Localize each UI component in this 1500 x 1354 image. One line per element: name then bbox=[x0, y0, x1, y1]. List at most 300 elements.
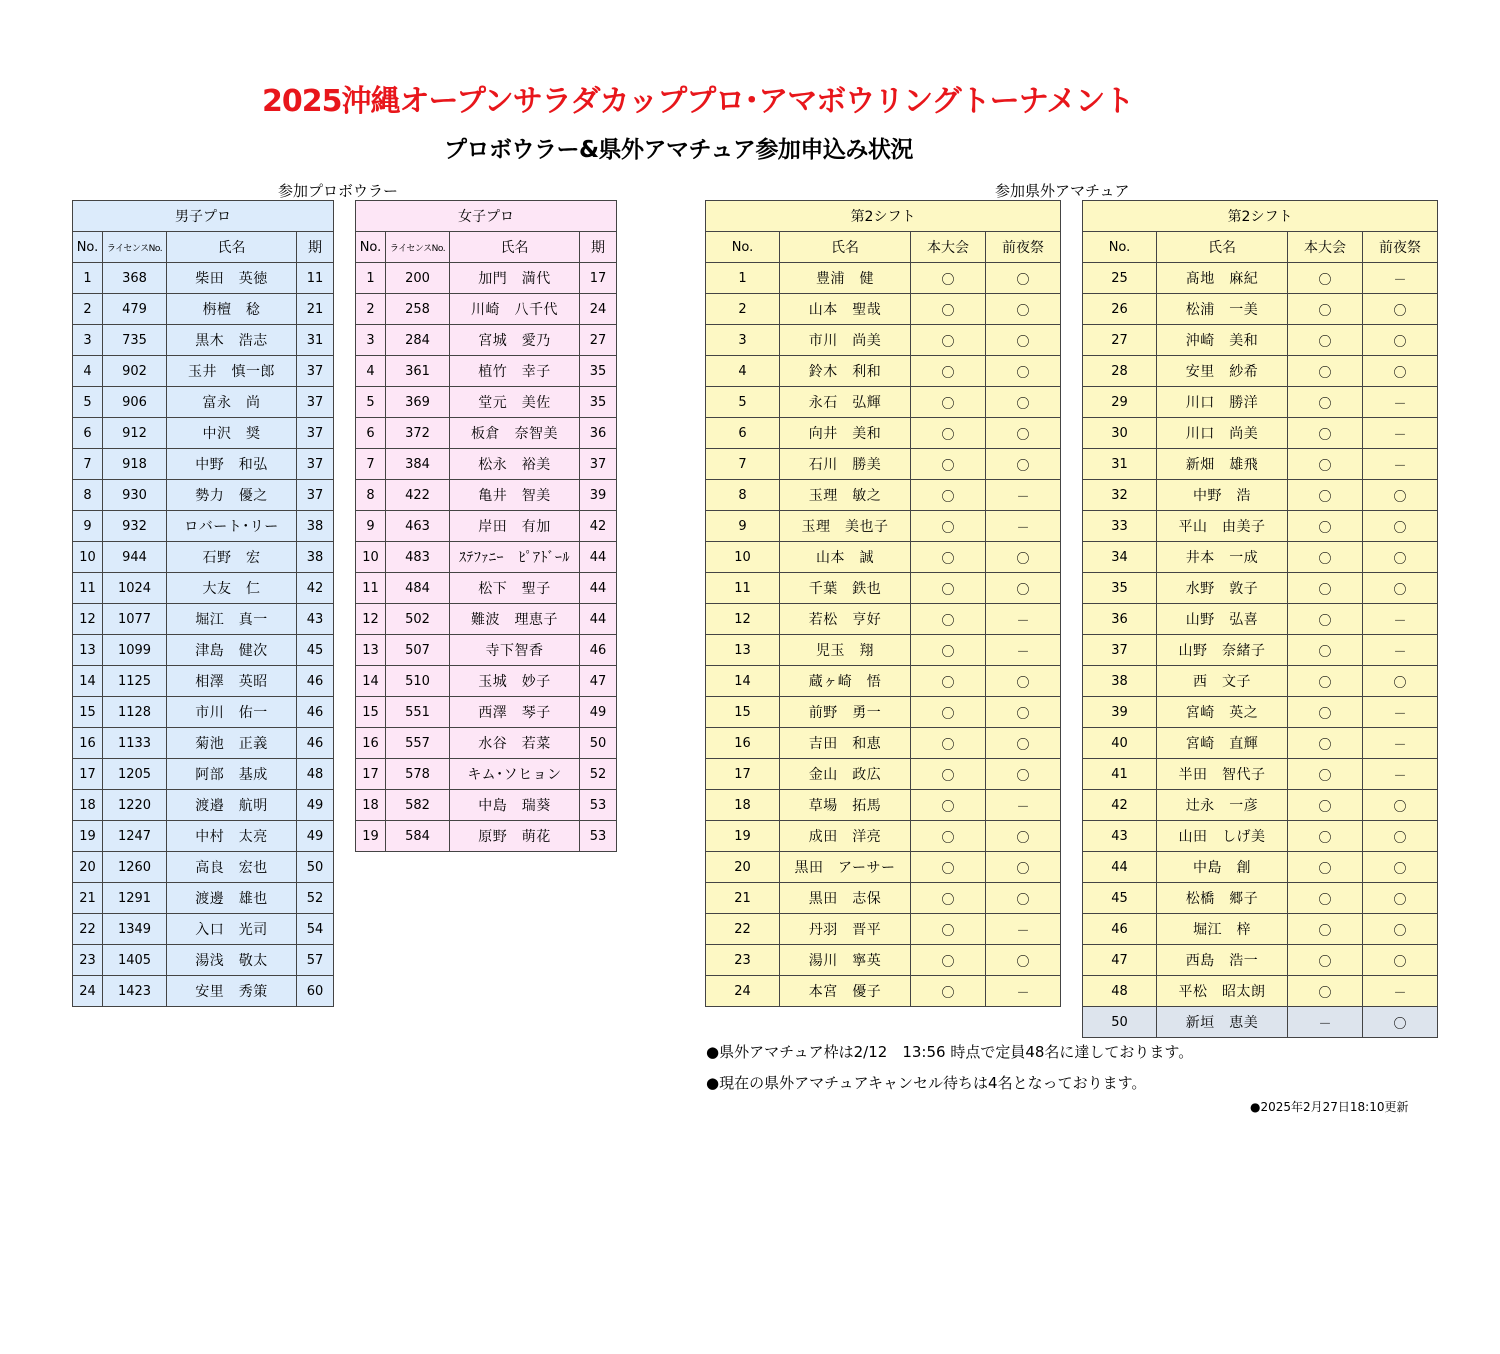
table-cell: 584 bbox=[386, 821, 450, 852]
table-cell: 284 bbox=[386, 325, 450, 356]
table-cell: 石野 宏 bbox=[167, 542, 297, 573]
table-heading: 男子プロ bbox=[73, 201, 334, 232]
table-row bbox=[1083, 945, 1438, 976]
table-cell: 57 bbox=[297, 945, 334, 976]
table-cell: － bbox=[1363, 976, 1438, 1007]
table-cell: 黒田 アーサー bbox=[780, 852, 911, 883]
table-cell: － bbox=[1363, 449, 1438, 480]
table-cell: 37 bbox=[297, 387, 334, 418]
table-cell: 〇 bbox=[911, 945, 986, 976]
table-cell: 〇 bbox=[1288, 759, 1363, 790]
table-row bbox=[706, 976, 1061, 1007]
table-cell: 18 bbox=[73, 790, 103, 821]
table-cell: 黒田 志保 bbox=[780, 883, 911, 914]
table-row bbox=[356, 263, 617, 294]
column-header-row bbox=[73, 232, 334, 263]
table-cell: 18 bbox=[356, 790, 386, 821]
table-cell: 24 bbox=[706, 976, 780, 1007]
table-cell: 〇 bbox=[986, 263, 1061, 294]
column-header: 氏名 bbox=[450, 232, 580, 263]
table-cell: 〇 bbox=[1288, 573, 1363, 604]
table-cell: 〇 bbox=[911, 294, 986, 325]
table-cell: 44 bbox=[580, 573, 617, 604]
table-cell: 735 bbox=[103, 325, 167, 356]
column-header: 本大会 bbox=[1288, 232, 1363, 263]
table-cell: 中野 和弘 bbox=[167, 449, 297, 480]
table-cell: 渡邊 雄也 bbox=[167, 883, 297, 914]
table-cell: 1 bbox=[73, 263, 103, 294]
table-row bbox=[706, 604, 1061, 635]
table-cell: 510 bbox=[386, 666, 450, 697]
table-row bbox=[73, 914, 334, 945]
note-capacity: ●県外アマチュア枠は2/12 13:56 時点で定員48名に達しております。 bbox=[706, 1043, 1194, 1061]
table-cell: 草場 拓馬 bbox=[780, 790, 911, 821]
table-cell: 高良 宏也 bbox=[167, 852, 297, 883]
column-header: 氏名 bbox=[780, 232, 911, 263]
table-cell: 53 bbox=[580, 790, 617, 821]
table-row bbox=[706, 883, 1061, 914]
amateur-left-table bbox=[705, 200, 1061, 1007]
table-cell: 〇 bbox=[1288, 821, 1363, 852]
table-cell: － bbox=[1363, 387, 1438, 418]
table-cell: 平山 由美子 bbox=[1157, 511, 1288, 542]
table-cell: 1205 bbox=[103, 759, 167, 790]
table-cell: 〇 bbox=[986, 356, 1061, 387]
table-cell: 60 bbox=[297, 976, 334, 1007]
updated-timestamp: ●2025年2月27日18:10更新 bbox=[1250, 1100, 1409, 1114]
column-header: 前夜祭 bbox=[986, 232, 1061, 263]
table-cell: 川口 尚美 bbox=[1157, 418, 1288, 449]
table-cell: 松橋 郷子 bbox=[1157, 883, 1288, 914]
table-row bbox=[73, 635, 334, 666]
table-cell: 市川 尚美 bbox=[780, 325, 911, 356]
table-row bbox=[1083, 635, 1438, 666]
table-cell: 松浦 一美 bbox=[1157, 294, 1288, 325]
table-cell: 1349 bbox=[103, 914, 167, 945]
table-cell: 6 bbox=[706, 418, 780, 449]
table-row bbox=[356, 759, 617, 790]
table-row bbox=[1083, 697, 1438, 728]
table-row bbox=[356, 325, 617, 356]
table-cell: 53 bbox=[580, 821, 617, 852]
table-row bbox=[706, 294, 1061, 325]
table-cell: 11 bbox=[297, 263, 334, 294]
table-cell: 557 bbox=[386, 728, 450, 759]
table-cell: 豊浦 健 bbox=[780, 263, 911, 294]
table-cell: 堂元 美佐 bbox=[450, 387, 580, 418]
column-header: No. bbox=[73, 232, 103, 263]
table-cell: － bbox=[986, 480, 1061, 511]
table-cell: 〇 bbox=[1363, 790, 1438, 821]
table-cell: 11 bbox=[356, 573, 386, 604]
table-cell: 鈴木 利和 bbox=[780, 356, 911, 387]
table-cell: 6 bbox=[73, 418, 103, 449]
table-cell: 〇 bbox=[911, 852, 986, 883]
table-cell: 200 bbox=[386, 263, 450, 294]
table-cell: 辻永 一彦 bbox=[1157, 790, 1288, 821]
table-cell: 13 bbox=[706, 635, 780, 666]
table-row bbox=[73, 666, 334, 697]
table-row bbox=[1083, 573, 1438, 604]
table-cell: － bbox=[986, 914, 1061, 945]
table-row bbox=[356, 790, 617, 821]
column-header: 氏名 bbox=[1157, 232, 1288, 263]
table-cell: 502 bbox=[386, 604, 450, 635]
table-cell: 〇 bbox=[1363, 1007, 1438, 1038]
table-cell: 〇 bbox=[1363, 511, 1438, 542]
table-row bbox=[356, 418, 617, 449]
table-cell: 岸田 有加 bbox=[450, 511, 580, 542]
table-row bbox=[356, 635, 617, 666]
table-cell: 37 bbox=[297, 449, 334, 480]
table-cell: 45 bbox=[1083, 883, 1157, 914]
column-header: No. bbox=[1083, 232, 1157, 263]
table-cell: 〇 bbox=[911, 883, 986, 914]
table-cell: 〇 bbox=[1288, 542, 1363, 573]
table-cell: 〇 bbox=[911, 480, 986, 511]
table-cell: 永石 弘輝 bbox=[780, 387, 911, 418]
table-row bbox=[1083, 387, 1438, 418]
table-row bbox=[1083, 728, 1438, 759]
table-cell: 3 bbox=[73, 325, 103, 356]
table-cell: 15 bbox=[706, 697, 780, 728]
table-cell: 〇 bbox=[1288, 480, 1363, 511]
table-cell: － bbox=[986, 790, 1061, 821]
table-cell: － bbox=[1288, 1007, 1363, 1038]
table-cell: 38 bbox=[297, 542, 334, 573]
table-cell: 578 bbox=[386, 759, 450, 790]
table-cell: 5 bbox=[356, 387, 386, 418]
table-cell: 原野 萌花 bbox=[450, 821, 580, 852]
table-cell: 菊池 正義 bbox=[167, 728, 297, 759]
table-cell: 加門 満代 bbox=[450, 263, 580, 294]
table-row bbox=[356, 387, 617, 418]
table-cell: 369 bbox=[386, 387, 450, 418]
table-cell: 新垣 恵美 bbox=[1157, 1007, 1288, 1038]
table-cell: 930 bbox=[103, 480, 167, 511]
table-cell: 中島 瑞葵 bbox=[450, 790, 580, 821]
table-row bbox=[1083, 821, 1438, 852]
table-cell: 17 bbox=[73, 759, 103, 790]
table-row bbox=[1083, 604, 1438, 635]
table-cell: 〇 bbox=[1288, 449, 1363, 480]
table-cell: 14 bbox=[73, 666, 103, 697]
table-cell: 〇 bbox=[1288, 852, 1363, 883]
table-cell: 49 bbox=[580, 697, 617, 728]
men-pro-table bbox=[72, 200, 334, 1007]
table-cell: 5 bbox=[73, 387, 103, 418]
amateur-right-table bbox=[1082, 200, 1438, 1038]
table-cell: 24 bbox=[73, 976, 103, 1007]
table-cell: 〇 bbox=[986, 325, 1061, 356]
table-cell: 市川 佑一 bbox=[167, 697, 297, 728]
table-cell: 1 bbox=[706, 263, 780, 294]
table-cell: 川崎 八千代 bbox=[450, 294, 580, 325]
table-cell: 50 bbox=[580, 728, 617, 759]
table-cell: 582 bbox=[386, 790, 450, 821]
table-cell: 〇 bbox=[986, 852, 1061, 883]
table-cell: 新畑 雄飛 bbox=[1157, 449, 1288, 480]
table-row bbox=[706, 790, 1061, 821]
table-cell: 19 bbox=[73, 821, 103, 852]
table-cell: 12 bbox=[706, 604, 780, 635]
table-row bbox=[1083, 480, 1438, 511]
table-row bbox=[706, 387, 1061, 418]
table-cell: 3 bbox=[706, 325, 780, 356]
table-cell: 12 bbox=[73, 604, 103, 635]
table-cell: 37 bbox=[1083, 635, 1157, 666]
table-cell: 宮崎 直輝 bbox=[1157, 728, 1288, 759]
table-cell: 西島 浩一 bbox=[1157, 945, 1288, 976]
table-cell: 4 bbox=[73, 356, 103, 387]
table-row bbox=[356, 449, 617, 480]
table-cell: 湯川 寧英 bbox=[780, 945, 911, 976]
table-cell: 40 bbox=[1083, 728, 1157, 759]
table-row bbox=[706, 356, 1061, 387]
table-cell: 〇 bbox=[986, 449, 1061, 480]
table-cell: 372 bbox=[386, 418, 450, 449]
table-row bbox=[73, 449, 334, 480]
table-row bbox=[73, 356, 334, 387]
table-cell: 16 bbox=[356, 728, 386, 759]
table-cell: 〇 bbox=[986, 294, 1061, 325]
table-row bbox=[706, 449, 1061, 480]
table-cell: 渡邉 航明 bbox=[167, 790, 297, 821]
table-cell: 12 bbox=[356, 604, 386, 635]
table-cell: － bbox=[986, 976, 1061, 1007]
table-cell: 46 bbox=[297, 697, 334, 728]
table-row bbox=[1083, 263, 1438, 294]
table-cell: 井本 一成 bbox=[1157, 542, 1288, 573]
table-cell: 堀江 梓 bbox=[1157, 914, 1288, 945]
table-cell: 〇 bbox=[911, 573, 986, 604]
table-cell: 27 bbox=[580, 325, 617, 356]
table-cell: 〇 bbox=[1288, 728, 1363, 759]
table-cell: 黒木 浩志 bbox=[167, 325, 297, 356]
table-cell: 27 bbox=[1083, 325, 1157, 356]
table-cell: 932 bbox=[103, 511, 167, 542]
table-cell: 安里 紗希 bbox=[1157, 356, 1288, 387]
table-row bbox=[73, 976, 334, 1007]
table-row bbox=[356, 480, 617, 511]
column-header: 氏名 bbox=[167, 232, 297, 263]
table-row bbox=[73, 480, 334, 511]
table-cell: － bbox=[1363, 635, 1438, 666]
table-cell: 7 bbox=[73, 449, 103, 480]
table-cell: 32 bbox=[1083, 480, 1157, 511]
table-cell: ロバート･リー bbox=[167, 511, 297, 542]
column-header: ライセンスNo. bbox=[386, 232, 450, 263]
table-row bbox=[356, 697, 617, 728]
column-header: No. bbox=[706, 232, 780, 263]
table-cell: 山本 誠 bbox=[780, 542, 911, 573]
table-cell: 28 bbox=[1083, 356, 1157, 387]
table-row bbox=[706, 666, 1061, 697]
table-row bbox=[73, 573, 334, 604]
table-cell: 水野 敦子 bbox=[1157, 573, 1288, 604]
table-cell: 〇 bbox=[1363, 573, 1438, 604]
table-cell: 〇 bbox=[911, 263, 986, 294]
table-cell: 13 bbox=[356, 635, 386, 666]
table-cell: 1 bbox=[356, 263, 386, 294]
column-header-row bbox=[356, 232, 617, 263]
table-cell: 中村 太亮 bbox=[167, 821, 297, 852]
table-cell: 玉理 敏之 bbox=[780, 480, 911, 511]
table-cell: 463 bbox=[386, 511, 450, 542]
table-cell: 〇 bbox=[1288, 666, 1363, 697]
table-cell: 15 bbox=[73, 697, 103, 728]
table-row bbox=[356, 604, 617, 635]
table-cell: 48 bbox=[1083, 976, 1157, 1007]
table-cell: 〇 bbox=[1288, 635, 1363, 666]
column-header: 本大会 bbox=[911, 232, 986, 263]
table-row bbox=[356, 511, 617, 542]
table-cell: 37 bbox=[297, 418, 334, 449]
table-cell: 45 bbox=[297, 635, 334, 666]
table-row bbox=[1083, 325, 1438, 356]
table-cell: 〇 bbox=[986, 387, 1061, 418]
table-cell: 52 bbox=[297, 883, 334, 914]
table-cell: 902 bbox=[103, 356, 167, 387]
table-cell: 〇 bbox=[911, 666, 986, 697]
table-cell: 14 bbox=[356, 666, 386, 697]
table-cell: 亀井 智美 bbox=[450, 480, 580, 511]
table-cell: 35 bbox=[580, 356, 617, 387]
table-cell: 37 bbox=[297, 480, 334, 511]
table-cell: 46 bbox=[297, 666, 334, 697]
table-cell: 石川 勝美 bbox=[780, 449, 911, 480]
table-cell: 9 bbox=[706, 511, 780, 542]
table-cell: 1125 bbox=[103, 666, 167, 697]
table-cell: 24 bbox=[580, 294, 617, 325]
table-cell: 1291 bbox=[103, 883, 167, 914]
table-cell: 〇 bbox=[986, 542, 1061, 573]
table-cell: 21 bbox=[297, 294, 334, 325]
table-cell: 〇 bbox=[1363, 356, 1438, 387]
table-cell: － bbox=[1363, 759, 1438, 790]
table-cell: 向井 美和 bbox=[780, 418, 911, 449]
table-cell: 44 bbox=[580, 542, 617, 573]
table-cell: 37 bbox=[297, 356, 334, 387]
table-cell: 〇 bbox=[1288, 418, 1363, 449]
women-pro-table bbox=[355, 200, 617, 852]
table-cell: 〇 bbox=[1363, 821, 1438, 852]
table-cell: 沖崎 美和 bbox=[1157, 325, 1288, 356]
column-header-row bbox=[1083, 232, 1438, 263]
column-header: 前夜祭 bbox=[1363, 232, 1438, 263]
table-cell: 8 bbox=[73, 480, 103, 511]
table-cell: 44 bbox=[1083, 852, 1157, 883]
table-cell: 483 bbox=[386, 542, 450, 573]
table-cell: 板倉 奈智美 bbox=[450, 418, 580, 449]
table-cell: 勢力 優之 bbox=[167, 480, 297, 511]
page-subtitle: プロボウラー&県外アマチュア参加申込み状況 bbox=[444, 137, 913, 163]
table-cell: 43 bbox=[1083, 821, 1157, 852]
table-cell: 42 bbox=[1083, 790, 1157, 821]
table-cell: 30 bbox=[1083, 418, 1157, 449]
table-cell: 山本 聖哉 bbox=[780, 294, 911, 325]
table-cell: 17 bbox=[580, 263, 617, 294]
table-cell: 西 文子 bbox=[1157, 666, 1288, 697]
table-cell: 〇 bbox=[1288, 914, 1363, 945]
column-header-row bbox=[706, 232, 1061, 263]
table-cell: 〇 bbox=[911, 635, 986, 666]
table-cell: 〇 bbox=[986, 697, 1061, 728]
table-cell: 植竹 幸子 bbox=[450, 356, 580, 387]
table-cell: 〇 bbox=[911, 821, 986, 852]
table-cell: 安里 秀策 bbox=[167, 976, 297, 1007]
table-cell: 栴檀 稔 bbox=[167, 294, 297, 325]
table-cell: 〇 bbox=[911, 418, 986, 449]
table-row bbox=[1083, 976, 1438, 1007]
table-cell: 7 bbox=[356, 449, 386, 480]
table-cell: 〇 bbox=[986, 728, 1061, 759]
table-cell: 50 bbox=[297, 852, 334, 883]
table-cell: 1133 bbox=[103, 728, 167, 759]
table-row bbox=[1083, 418, 1438, 449]
table-cell: 大友 仁 bbox=[167, 573, 297, 604]
table-row bbox=[706, 573, 1061, 604]
table-cell: 山田 しげ美 bbox=[1157, 821, 1288, 852]
table-cell: － bbox=[1363, 263, 1438, 294]
table-cell: 507 bbox=[386, 635, 450, 666]
table-cell: 〇 bbox=[911, 790, 986, 821]
table-cell: － bbox=[1363, 728, 1438, 759]
table-row bbox=[1083, 511, 1438, 542]
table-cell: 19 bbox=[706, 821, 780, 852]
table-row bbox=[356, 821, 617, 852]
table-row bbox=[73, 294, 334, 325]
table-cell: 柴田 英徳 bbox=[167, 263, 297, 294]
table-cell: 1024 bbox=[103, 573, 167, 604]
table-cell: 〇 bbox=[911, 759, 986, 790]
table-cell: 〇 bbox=[1288, 325, 1363, 356]
table-cell: 本宮 優子 bbox=[780, 976, 911, 1007]
table-cell: 湯浅 敬太 bbox=[167, 945, 297, 976]
table-cell: 2 bbox=[73, 294, 103, 325]
table-cell: 1260 bbox=[103, 852, 167, 883]
table-cell: 〇 bbox=[1363, 480, 1438, 511]
table-heading-row bbox=[706, 201, 1061, 232]
column-header: 期 bbox=[580, 232, 617, 263]
table-row bbox=[73, 325, 334, 356]
table-heading-row bbox=[356, 201, 617, 232]
table-cell: 〇 bbox=[911, 325, 986, 356]
table-cell: 寺下智香 bbox=[450, 635, 580, 666]
table-cell: 半田 智代子 bbox=[1157, 759, 1288, 790]
table-cell: 髙地 麻紀 bbox=[1157, 263, 1288, 294]
table-cell: 中沢 奨 bbox=[167, 418, 297, 449]
table-cell: 7 bbox=[706, 449, 780, 480]
table-row bbox=[73, 883, 334, 914]
table-cell: 36 bbox=[1083, 604, 1157, 635]
table-cell: 422 bbox=[386, 480, 450, 511]
table-cell: 難波 理恵子 bbox=[450, 604, 580, 635]
table-cell: 〇 bbox=[1363, 666, 1438, 697]
table-cell: 〇 bbox=[1288, 883, 1363, 914]
table-cell: 258 bbox=[386, 294, 450, 325]
table-cell: 42 bbox=[297, 573, 334, 604]
table-cell: 川口 勝洋 bbox=[1157, 387, 1288, 418]
table-cell: 2 bbox=[706, 294, 780, 325]
table-row bbox=[706, 418, 1061, 449]
table-cell: 西澤 琴子 bbox=[450, 697, 580, 728]
table-cell: 35 bbox=[1083, 573, 1157, 604]
table-row bbox=[706, 263, 1061, 294]
table-cell: 〇 bbox=[1288, 945, 1363, 976]
table-cell: キム･ソヒョン bbox=[450, 759, 580, 790]
table-cell: 中島 創 bbox=[1157, 852, 1288, 883]
